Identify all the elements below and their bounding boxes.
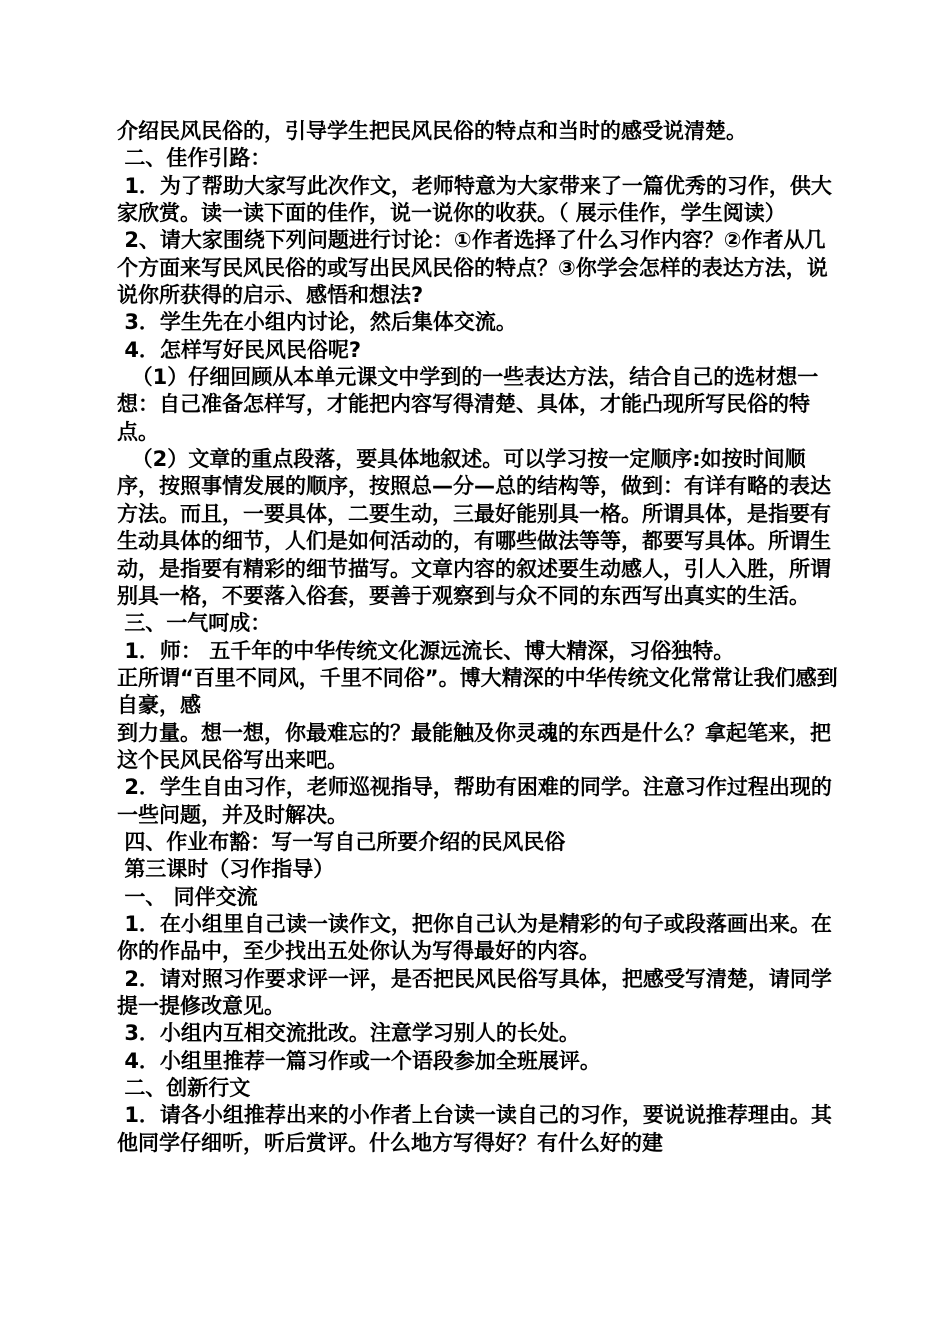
- paragraph-subitem: （2）文章的重点段落，要具体地叙述。可以学习按一定顺序:如按时间顺序，按照事情发展的顺序，按照总—分—总的结构等，做到：有详有略的表达方法。而且，一要具体，二要生动，三最好能别具一格。所谓具体，是指要有生动具体的细节，人们是如何活动的，有哪些做法等等，都要写具体。所谓生动，是指要有精彩的细节描写。文章内容的叙述要生动感人，引人入胜，所谓别具一格，不要落入俗套，要善于观察到与众不同的东西写出真实的生活。: [117, 447, 831, 608]
- paragraph-item: 3．学生先在小组内讨论，然后集体交流。: [117, 310, 517, 335]
- paragraph-item: 1．请各小组推荐出来的小作者上台读一读自己的习作，要说说推荐理由。其他同学仔细听，听后赏评。什么地方写得好？有什么好的建: [117, 1103, 832, 1155]
- document-body: [117, 118, 845, 1157]
- section-heading-model-essay: 二、佳作引路：: [117, 146, 272, 171]
- paragraph-item: 3．小组内互相交流批改。注意学习别人的长处。: [117, 1021, 580, 1046]
- paragraph-item: 1．在小组里自己读一读作文，把你自己认为是精彩的句子或段落画出来。在你的作品中，至少找出五处你认为写得最好的内容。: [117, 911, 832, 964]
- section-heading-peer-exchange: 一、 同伴交流: [117, 884, 258, 909]
- paragraph-continuation: 到力量。想一想，你最难忘的？最能触及你灵魂的东西是什么？拿起笔来，把这个民风民俗写出来吧。: [117, 720, 831, 772]
- section-heading-writing: 三、一气呵成：: [117, 611, 272, 636]
- paragraph-item: 4．小组里推荐一篇习作或一个语段参加全班展评。: [117, 1048, 601, 1073]
- paragraph-subitem: （1）仔细回顾从本单元课文中学到的一些表达方法，结合自己的选材想一想：自己准备怎样写，才能把内容写得清楚、具体，才能凸现所写民俗的特点。: [117, 365, 819, 444]
- paragraph-item: 4．怎样写好民风民俗呢?: [117, 337, 362, 362]
- paragraph-item: 1．为了帮助大家写此次作文，老师特意为大家带来了一篇优秀的习作，供大家欣赏。读一读下面的佳作，说一说你的收获。（ 展示佳作，学生阅读）: [117, 173, 832, 226]
- paragraph-continuation: 正所谓“百里不同风，千里不同俗”。博大精深的中华传统文化常常让我们感到自豪，感: [117, 665, 838, 718]
- section-heading-innovation: 二、创新行文: [117, 1076, 251, 1101]
- paragraph-item: 2、请大家围绕下列问题进行讨论：①作者选择了什么习作内容？②作者从几个方面来写民风民俗的或写出民风民俗的特点？③你学会怎样的表达方法，说说你所获得的启示、感悟和想法?: [117, 228, 828, 308]
- paragraph-item: 2．学生自由习作，老师巡视指导，帮助有困难的同学。注意习作过程出现的一些问题，并及时解决。: [117, 775, 832, 827]
- paragraph-item: 2．请对照习作要求评一评，是否把民风民俗写具体，把感受写清楚，请同学提一提修改意见。: [117, 966, 832, 1018]
- paragraph-item: 1．师： 五千年的中华传统文化源远流长、博大精深，习俗独特。: [117, 638, 735, 663]
- lesson-heading-third: 第三课时（习作指导）: [117, 857, 335, 882]
- section-heading-homework: 四、作业布豁：写一写自己所要介绍的民风民俗: [117, 829, 566, 854]
- paragraph-intro-end: 介绍民风民俗的，引导学生把民风民俗的特点和当时的感受说清楚。: [117, 119, 747, 143]
